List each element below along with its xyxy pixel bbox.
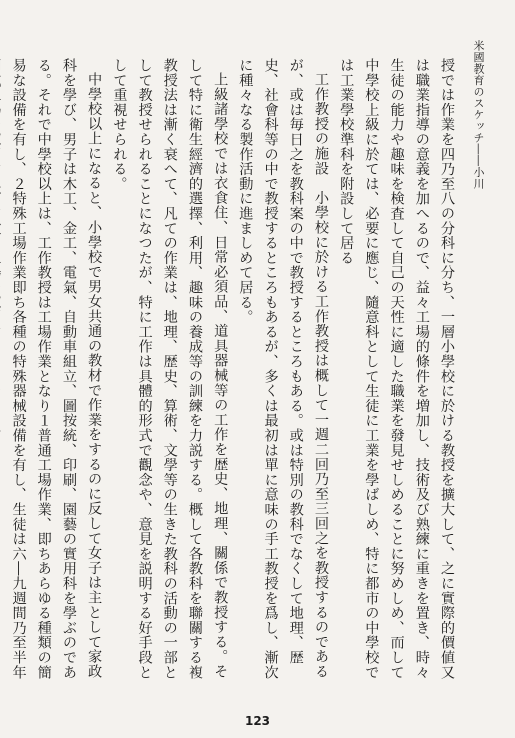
paragraph: 工作教授の施設 小學校に於ける工作教授は概して一週二回乃至三回之を教授するのであるが、或は毎日之を教科案の中で教授するところもある。或は特別の教科でなくして地理、歴史、社會科等の中で教授するところもあるが、多くは最初は單に意味の手工教授を爲し、漸次に種々なる製作活動に進ましめて居る。: [237, 58, 329, 680]
paragraph: 中學校以上になると、小學校で男女共通の教材で作業をするのに反して女子は主として家政科を學び、男子は木工、金工、電氣、自動車組立、圖按統、印刷、園藝の實用科を學ぶのである。それで中學校以上は、工作教授は工場作業となり１普通工場作業、即ちあらゆる種類の簡易な設備を有し、２特殊工場作業即ち各種の特殊器械設備を有し、生徒は六―九週間乃至半年: [10, 58, 103, 680]
paragraph: 上級諸學校では衣食住、日常必須品、道具器械等の工作を歴史、地理、關係で教授する。そして特に衛生經濟的選擇、利用、趣味の養成等の訓練を力説する。概して各教科を聯關する複教授法は漸く衰へて、凡ての作業は、地理、歴史、算術、文學等の生きた教科の活動の一部として教授せられることになつたが、特に工作は具體的形式で觀念や、意見を説明する好手段として重視せられる。: [111, 58, 229, 680]
running-header: 米國教育のスケッチ――小川: [472, 40, 485, 190]
page-number: 123: [244, 714, 271, 728]
body-text: [10, 58, 459, 690]
paragraph: 授では作業を四乃至八の分科に分ち、一層小學校に於ける教授を擴大して、之に實際的價値又は職業指導の意義を加へるので、益々工場的條件を増加し、技術及び熟練に重きを置き、時々生徒の能力や趣味を検査して自己の天性に適した職業を發見せしめることに努めしめ、而して中學校上級に於ては、必要に應じ、隨意科として生徒に工業を學ばしめ、特に都市の中學校では工業學校準科を附設して居る: [338, 58, 455, 680]
